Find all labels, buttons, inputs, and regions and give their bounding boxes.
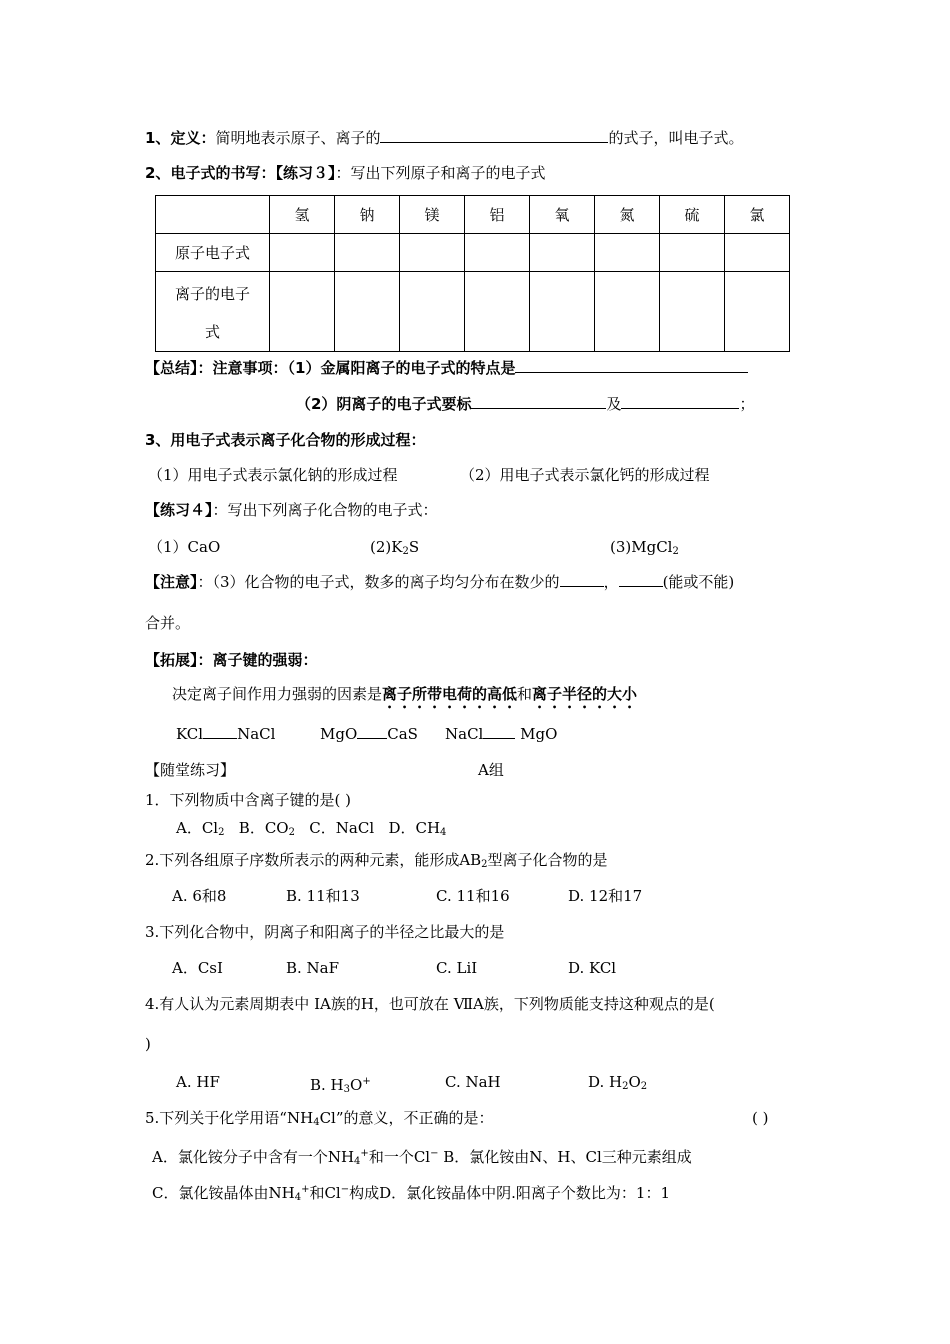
blank [380, 128, 608, 143]
table-header: 氧 [530, 196, 595, 234]
section-2-title: 2、电子式的书写：【练习３】：写出下列原子和离子的电子式 [145, 164, 546, 182]
table-header: 氯 [725, 196, 790, 234]
ex4-item-3: (3)MgCl$_2$ [610, 538, 679, 557]
q5-line-1: A．氯化铵分子中含有一个$NH_4^+$和一个Cl− B．氯化铵由N、H、Cl三种元素组成 [152, 1148, 692, 1167]
question-4-end: ) [145, 1035, 151, 1053]
question-5: 5.下列关于化学用语“$NH_4Cl$”的意义，不正确的是： [145, 1109, 494, 1128]
blank [560, 572, 604, 587]
group-label: A组 [478, 761, 504, 779]
blank [471, 394, 606, 409]
table-header: 硫 [660, 196, 725, 234]
q3-option-c: C. LiI [436, 959, 478, 977]
ex4-item-2: $(2)K_2S$ [370, 538, 420, 557]
question-3: 3.下列化合物中，阴离子和阳离子的半径之比最大的是 [145, 923, 505, 941]
row-label: 原子电子式 [156, 234, 270, 272]
q3-option-d: D. KCl [568, 959, 617, 977]
table-header: 氮 [595, 196, 660, 234]
section-3-title: 3、用电子式表示离子化合物的形成过程： [145, 431, 426, 449]
note-line: 【注意】：（3）化合物的电子式，数多的离子均匀分布在数少的 ， (能或不能) [145, 573, 735, 591]
table-header: 氢 [270, 196, 335, 234]
question-1: 1．下列物质中含离子键的是( ) [145, 791, 352, 809]
table-header: 钠 [335, 196, 400, 234]
q2-option-b: B. 11和13 [286, 887, 360, 905]
answer-paren: ( ) [752, 1109, 769, 1127]
summary-line-1: 【总结】：注意事项：（1）金属阳离子的电子式的特点是 [145, 358, 748, 378]
q2-option-a: A. 6和8 [172, 887, 227, 905]
blank [515, 358, 748, 373]
q1-options: A．$Cl_2$ B．$CO_2$ C．NaCl D．$CH_4$ [176, 819, 447, 838]
sec3-item-1: （1）用电子式表示氯化钠的形成过程 [148, 466, 398, 484]
q4-option-c: C. NaH [445, 1073, 501, 1091]
note-line-2: 合并。 [145, 614, 191, 632]
row-label: 离子的电子 式 [156, 272, 270, 352]
q5-line-2: C．氯化铵晶体由$NH_4^+$和Cl−构成D．氯化铵晶体中阴.阳离子个数比为：1：1 [152, 1184, 671, 1203]
compare-3: NaCl MgO [445, 725, 558, 743]
compare-1: KCl NaCl [176, 725, 276, 743]
q3-option-a: A．CsI [172, 959, 223, 977]
blank [621, 394, 739, 409]
q2-option-d: D. 12和17 [568, 887, 643, 905]
exercise-4-title: 【练习４】：写出下列离子化合物的电子式： [145, 501, 438, 519]
q3-option-b: B. NaF [286, 959, 340, 977]
table-header: 镁 [400, 196, 465, 234]
blank [619, 572, 663, 587]
sec3-item-2: （2）用电子式表示氯化钙的形成过程 [460, 466, 710, 484]
ex4-item-1: （1）CaO [148, 538, 221, 556]
extension-text: 决定离子间作用力强弱的因素是离子所带电荷的高低和离子半径的大小 [172, 685, 638, 703]
q2-option-c: C. 11和16 [436, 887, 510, 905]
extension-title: 【拓展】：离子键的强弱： [145, 651, 318, 669]
definition-line: 1、定义：简明地表示原子、离子的 的式子，叫电子式。 [145, 129, 744, 147]
practice-title: 【随堂练习】 [145, 761, 236, 779]
compare-2: MgO CaS [320, 725, 418, 743]
q4-option-d: D. $H_2O_2$ [588, 1073, 648, 1092]
question-2: 2.下列各组原子序数所表示的两种元素，能形成$AB_2$型离子化合物的是 [145, 851, 608, 870]
q4-option-b: B. $H_3O^+$ [310, 1076, 371, 1095]
summary-line-2: （2）阴离子的电子式要标 及 ； [296, 395, 755, 413]
question-4: 4.有人认为元素周期表中 IA族的H，也可放在 ⅦA族，下列物质能支持这种观点的是( [145, 995, 715, 1013]
table-header: 铝 [465, 196, 530, 234]
q4-option-a: A. HF [176, 1073, 220, 1091]
electron-formula-table [155, 195, 790, 352]
